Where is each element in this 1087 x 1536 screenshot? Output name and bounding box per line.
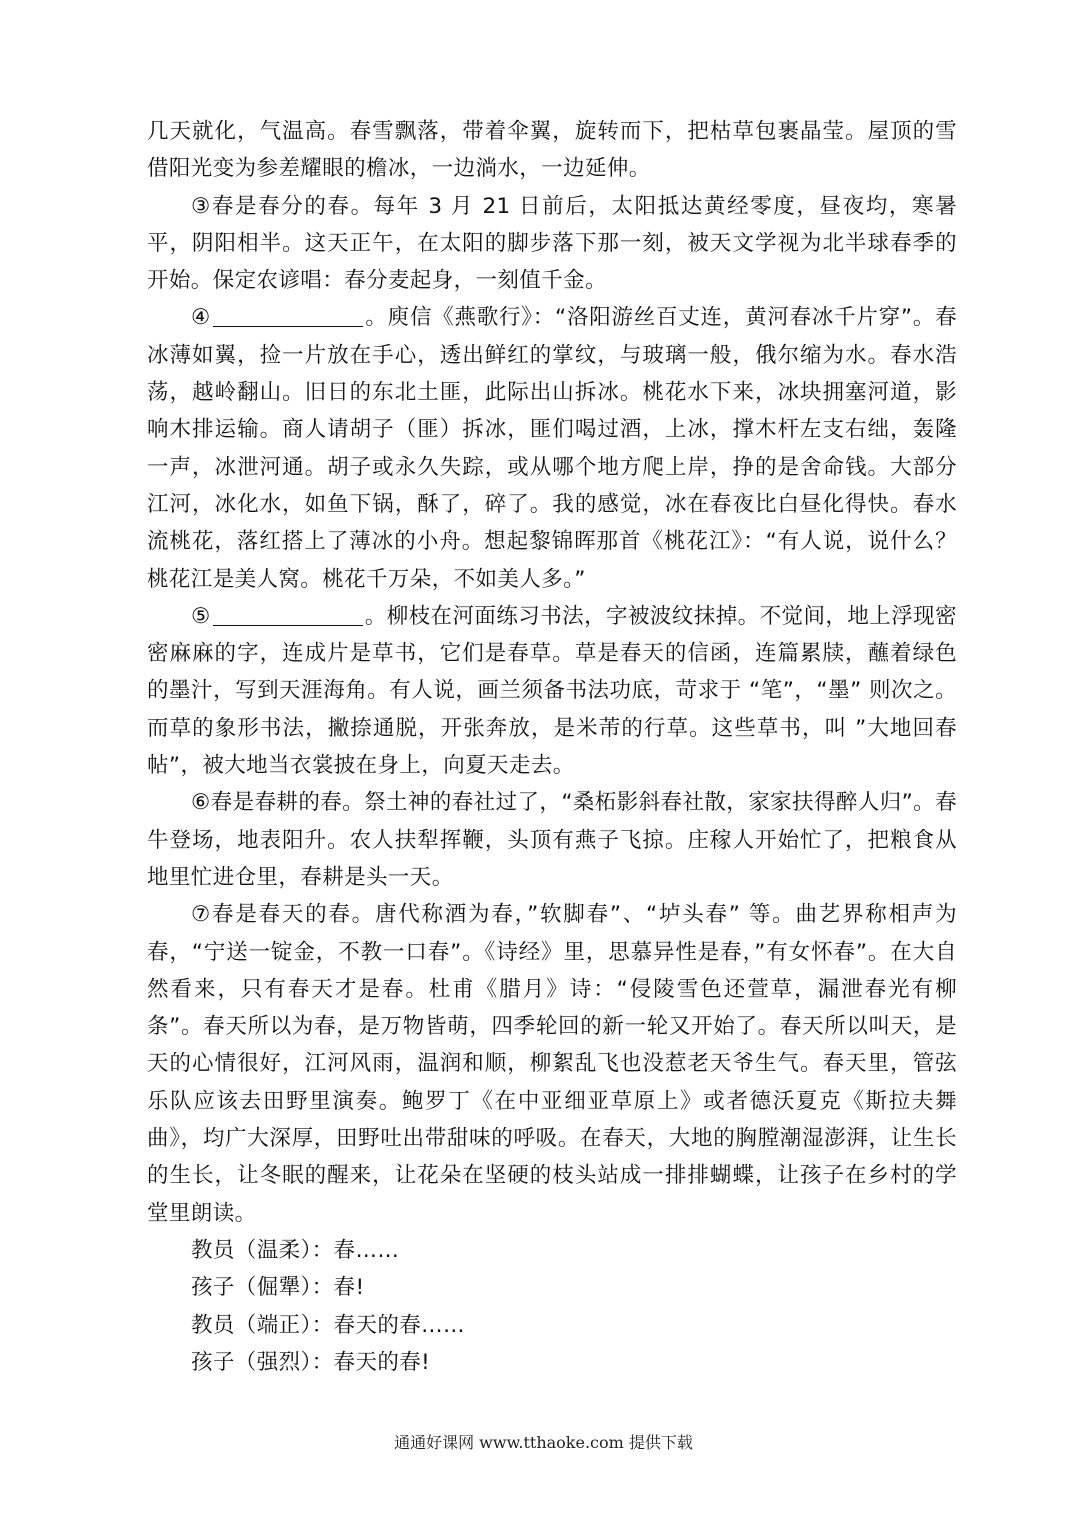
fill-in-blank[interactable] xyxy=(213,605,363,626)
article-body xyxy=(147,113,957,1381)
paragraph-3 xyxy=(147,188,957,300)
paragraph-5 xyxy=(147,598,957,784)
dialogue-line: 教员（温柔）：春…… xyxy=(191,1237,400,1263)
paragraph-text: 。庾信《燕歌行》：“洛阳游丝百丈连，黄河春冰千片穿”。春冰薄如翼，捡一片放在手心，透出鲜红的掌纹，与玻璃一般，俄尔缩为水。春水浩荡，越岭翻山。旧日的东北土匪，此际出山拆冰。桃花水下来，冰块拥塞河道，影响木排运输。商人请胡子（匪）拆冰，匪们喝过酒，上冰，撑木杆左支右绌，轰隆一声，冰泄河通。胡子或永久失踪，或从哪个地方爬上岸，挣的是舍命钱。大部分江河，冰化水，如鱼下锅，酥了，碎了。我的感觉，冰在春夜比白昼化得快。春水流桃花，落红搭上了薄冰的小舟。想起黎锦晖那首《桃花江》：“有人说，说什么？桃花江是美人窝。桃花千万朵，不如美人多。” xyxy=(147,305,957,592)
paragraph-text: ⑦春是春天的春。唐代称酒为春，”软脚春”、“垆头春” 等。曲艺界称相声为春，“宁送一锭金，不教一口春”。《诗经》里，思慕异性是春，”有女怀春”。在大自然看来，只有春天才是春。杜甫《腊月》诗：“侵陵雪色还萱草，漏泄春光有柳条”。春天所以为春，是万物皆萌，四季轮回的新一轮又开始了。春天所以叫天，是天的心情很好，江河风雨，温润和顺，柳絮乱飞也没惹老天爷生气。春天里，管弦乐队应该去田野里演奏。鲍罗丁《在中亚细亚草原上》或者德沃夏克《斯拉夫舞曲》，均广大深厚，田野吐出带甜味的呼吸。在春天，大地的胸膛潮湿澎湃，让生长的生长，让冬眠的醒来，让花朵在坚硬的枝头站成一排排蝴蝶，让孩子在乡村的学堂里朗读。 xyxy=(147,902,957,1226)
paragraph-text: ⑥春是春耕的春。祭土神的春社过了，“桑柘影斜春社散，家家扶得醉人归”。春牛登场，地表阳升。农人扶犁挥鞭，头顶有燕子飞掠。庄稼人开始忙了，把粮食从地里忙进仓里，春耕是头一天。 xyxy=(147,790,957,890)
paragraph-7 xyxy=(147,896,957,1232)
dialogue-line: 教员（端正）：春天的春…… xyxy=(191,1312,465,1338)
page-footer: 通通好课网 www.tthaoke.com 提供下载 xyxy=(394,1433,693,1452)
fill-in-blank[interactable] xyxy=(213,306,363,327)
paragraph-4 xyxy=(147,299,957,597)
paragraph-6 xyxy=(147,784,957,896)
paragraph-text: 几天就化，气温高。春雪飘落，带着伞翼，旋转而下，把枯草包裹晶莹。屋顶的雪借阳光变为参差耀眼的檐冰，一边淌水，一边延伸。 xyxy=(147,119,957,182)
paragraph-marker: ⑤ xyxy=(191,603,211,629)
paragraph-marker: ④ xyxy=(191,305,212,331)
paragraph-continuation xyxy=(147,113,957,188)
paragraph-text: ③春是春分的春。每年 3 月 21 日前后，太阳抵达黄经零度，昼夜均，寒暑平，阴阳相半。这天正午，在太阳的脚步落下那一刻，被天文学视为北半球春季的开始。保定农谚唱：春分麦起身，一刻值千金。 xyxy=(147,193,957,294)
dialogue-line: 孩子（倔犟）：春! xyxy=(191,1275,365,1301)
dialogue-line: 孩子（强烈）：春天的春! xyxy=(191,1349,431,1375)
paragraph-text: 。柳枝在河面练习书法，字被波纹抹掉。不觉间，地上浮现密密麻麻的字，连成片是草书，它们是春草。草是春天的信函，连篇累牍，蘸着绿色的墨汁，写到天涯海角。有人说，画兰须备书法功底，苛求于 “笔”，“墨” 则次之。而草的象形书法，撇捺通脱，开张奔放，是米芾的行草。这些草书，叫 ”大地回春帖”，被大地当衣裳披在身上，向夏天走去。 xyxy=(147,603,957,779)
